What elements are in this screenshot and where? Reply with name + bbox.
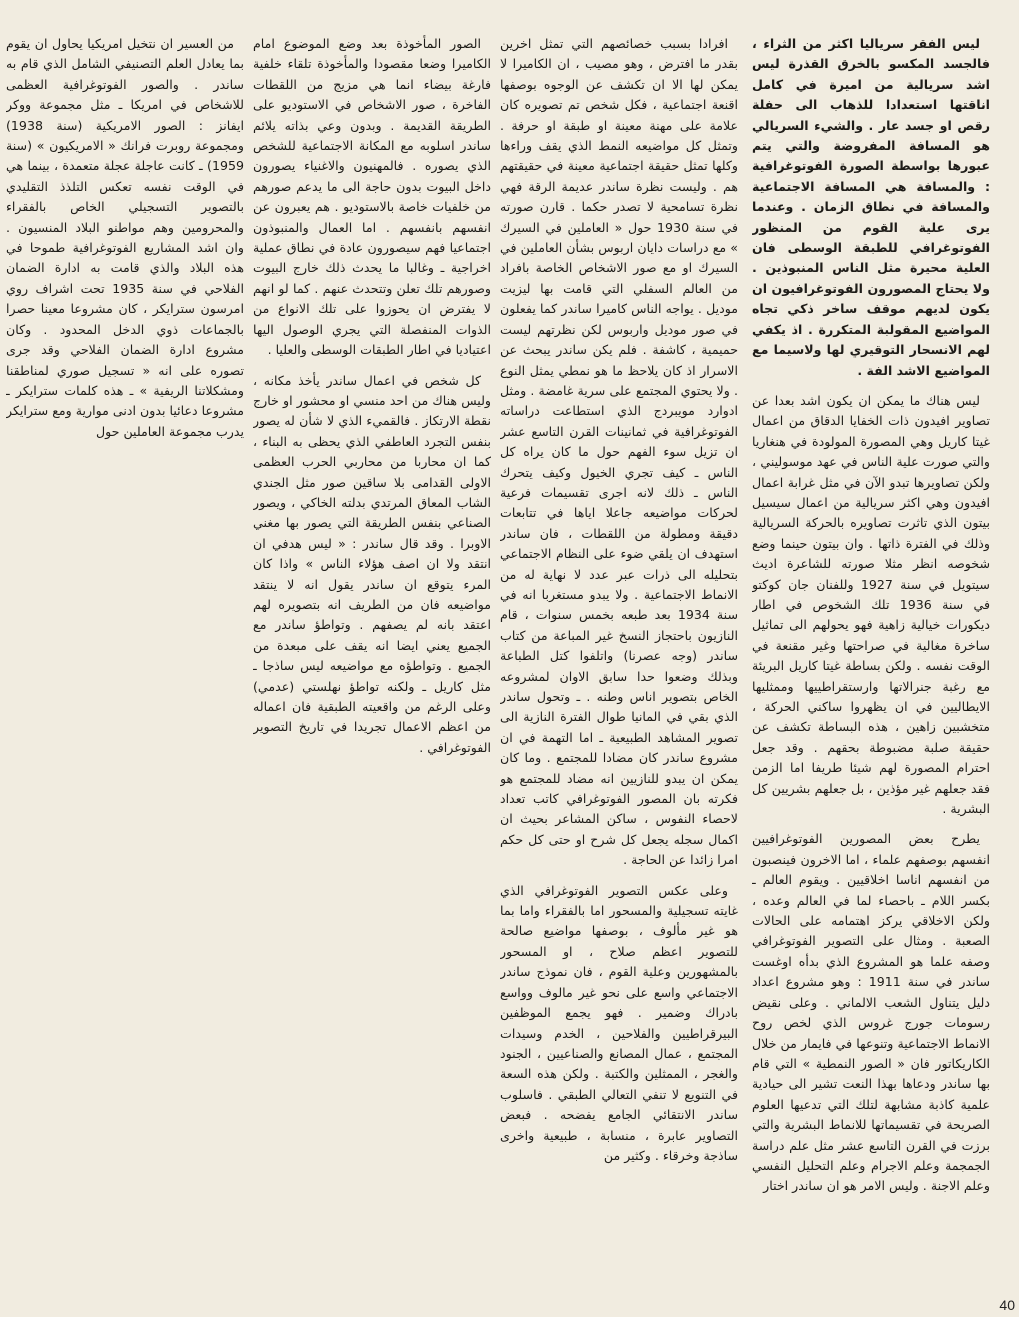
page-number: 40 — [999, 1297, 1015, 1313]
text-column-2 — [500, 34, 738, 1289]
text-column-1 — [752, 34, 990, 1289]
paragraph: وعلى عكس التصوير الفوتوغرافي الذي غايته تسجيلية والمسحور اما بالفقراء واما بما هو غير مألوف ، بوصفها مواضيع صالحة للتصوير اعظم صلاح ، او المسحور بالمشهورين وعلية القوم ، فان نموذج ساندر الاجتماعي واسع على نحو غير مالوف وواسع بادراك وضمير . فهو يجمع الموظفين البيرقراطيين والفلاحين ، الخدم وسيدات المجتمع ، عمال المصانع والصناعيين ، الجنود والغجر ، الممثلين والكتبة . ولكن هذه السعة في التنويع لا تنفي التعالي الطبقي . فاسلوب ساندر الانتقائي الجامع يفضحه . فبعض التصاوير عابرة ، منسابة ، طبيعية واخرى ساذجة وخرقاء . وكثير من — [500, 882, 738, 1163]
text-column-4 — [6, 34, 244, 1289]
paragraph: ليس هناك ما يمكن ان يكون اشد بعدا عن تصاوير افيدون ذات الخفايا الدقاق من اعمال غيتا كاريل وهي المصورة المولودة في هنغاريا والتي صورت علية الناس في عهد موسوليني ، ولكن تصاويرها تبدو الآن في مثل غرابة اعمال افيدون وهي اكثر سريالية من اعمال سيسيل بيتون الذي تاثرت تصاويره بالحركة السريالية وذلك في الفترة ذاتها . وان بيتون حينما وضع شخوصه انظر مثلا صورته للشاعرة اديث سيتويل في سنة 1927 وللفنان جان كوكتو في سنة 1936 تلك الشخوص في اطار ديكورات خيالية زاهية فهو يحولهم الى تماثيل ساخرة مغالية في صراحتها وغير مقنعة في الوقت نفسه . ولكن بساطة غيتا كاريل البريئة مع رغبة جنرالاتها وارستقراطييها وممثليها الايطاليين في ان يظهروا ساكني الحركة ، متخشبين زاهين ، هذه البساطة تكشف عن حقيقة صلبة مضبوطة بحقهم . وقد جعل احترام المصورة لهم شيئا طريفا اما الزمن فقد جعلهم غير مؤذين ، بل جعلهم بشريين كل البشرية . — [752, 392, 990, 817]
paragraph: افرادا بسبب خصائصهم التي تمثل اخرين بقدر ما افترض ، وهو مصيب ، ان الكاميرا لا يمكن لها الا ان تكشف عن الوجوه بوصفها اقنعة اجتماعية ، فكل شخص تم تصويره كان علامة على مهنة معينة او طبقة او حرفة . وتمثل كل مواضيعه النمط الذي يقف وراءها وكلها تمثل حقيقة اجتماعية معينة في حقيقتهم هم . وليست نظرة ساندر عديمة الرقة فهي نظرة تسامحية لا تصدر حكما . قارن صورته في سنة 1930 حول « العاملين في السيرك » مع دراسات دايان اربوس بشأن العاملين في السيرك او مع صور الاشخاص الخاصة بافراد من العالم السفلي التي قامت بها ليزيت موديل . يواجه الناس كاميرا ساندر كما يفعلون في صور موديل واربوس لكن نظرتهم ليست حميمية ، كاشفة . فلم يكن ساندر يبحث عن الاسرار اذ كان يلاحظ ما هو نمطي يمثل النوع . ولا يحتوي المجتمع على سرية غامضة . ومثل ادوارد مويبردج الذي استطاعت دراساته الفوتوغرافية في ثمانينات القرن التاسع عشر ان تزيل سوء الفهم حول ما كان يراه كل الناس ـ كيف تجري الخيول وكيف يتحرك الناس ـ ذلك لانه اجرى تقسيمات فرعية لحركات مواضيعه جاعلا اياها في تتابعات دقيقة ومطولة من اللقطات ، فان ساندر استهدف ان يلقي ضوء على النظام الاجتماعي بتحليله الى ذرات عبر عدد لا نهاية له من الانماط الاجتماعية . ولا يبدو مستغربا انه في سنة 1934 بعد طبعه بخمس سنوات ، قام النازيون باحتجاز النسخ غير المباعة من كتاب ساندر (وجه عصرنا) واتلفوا كتل الطباعة وبذلك وضعوا حدا سابق الاوان لمشروعه الخاص بتصوير اناس وطنه . ـ وتحول ساندر الذي بقي في المانيا طوال الفترة النازية الى تصوير المشاهد الطبيعية ـ اما التهمة في ان مشروع ساندر كان مضادا للمجتمع . وما كان يمكن ان يبدو للنازيين انه مضاد للمجتمع هو فكرته بان المصور الفوتوغرافي كاتب تعداد لاحصاء النفوس ، ساكن المشاعر بحيث ان اكمال سجله يجعل كل شرح او حتى كل حكم امرا زائدا عن الحاجة . — [500, 36, 738, 868]
paragraph: الصور المأخوذة بعد وضع الموضوع امام الكاميرا وضعا مقصودا والمأخوذة تلقاء خلفية فارغة بيضاء انما هي مزيج من اللقطات الفاخرة ، صور الاشخاص في الاستوديو على الطريقة القديمة . وبدون وعي بذاته يلائم ساندر اسلوبه مع المكانة الاجتماعية للشخص الذي يصوره . فالمهنيون والاغنياء يصورون داخل البيوت بدون حاجة الى ما يدعم صورهم من خلفيات خاصة بالاستوديو . هم يعبرون عن انفسهم بانفسهم . اما العمال والمنبوذون اجتماعيا فهم سيصورون عادة في نطاق عملية اخراجية ـ وغالبا ما يحدث ذلك خارج البيوت وصورهم تلك تعلن وتتحدث عنهم . كما لو انهم لا يفترض ان يحوزوا على تلك الانواع من الذوات المنفصلة التي يجري الوصول اليها اعتياديا في اطار الطبقات الوسطى والعليا . — [253, 36, 491, 358]
paragraph: يطرح بعض المصورين الفوتوغرافيين انفسهم بوصفهم علماء ، اما الاخرون فينصبون من انفسهم اناسا اخلاقيين . ويقوم العالم ـ بكسر اللام ـ باحصاء لما في العالم وعده ، ولكن الاخلاقي يركز اهتمامه على الحالات الصعبة . ومثال على التصوير الفوتوغرافي وصفه علما هو المشروع الذي بدأه اوغست ساندر في سنة 1911 : وهو مشروع اعداد دليل يتناول الشعب الالماني . وعلى نقيض رسومات جورج غروس الذي لخص روح الانماط الاجتماعية وتنوعها في فايمار من خلال الكاريكاتور فان « الصور النمطية » التي قام بها ساندر ودعاها بهذا النعت تشير الى حيادية علمية كاذبة مشابهة لتلك التي تدعيها العلوم الصريحة في تقسيماتها للانماط البشرية والتي برزت في القرن التاسع عشر مثل علم دراسة الجمجمة وعلم الاجرام وعلم التحليل النفسي وعلم الاجنة . وليس الامر هو ان ساندر اختار — [752, 831, 990, 1194]
paragraph: من العسير ان نتخيل امريكيا يحاول ان يقوم بما يعادل العلم التصنيفي الشامل الذي قام به ساندر . والصور الفوتوغرافية العظمى للاشخاص في امريكا ـ مثل مجموعة ووكر ايفانز : الصور الامريكية (سنة 1938) ومجموعة روبرت فرانك « الامريكيون » (سنة 1959) ـ كانت عاجلة عجلة متعمدة ، بينما هي في الوقت نفسه تعكس التلذذ التقليدي بالتصوير التسجيلي الخاص بالفقراء والمحرومين وهم مواطنو البلاد المنسيون . وان اشد المشاريع الفوتوغرافية طموحا في هذه البلاد والذي قامت به ادارة الضمان الفلاحي في سنة 1935 تحت اشراف روي امرسون سترايكر ، كان مشروعا معينا حصرا بالجماعات ذوي الدخل المحدود . وكان مشروع ادارة الضمان الفلاحي وقد جرى تصوره على انه « تسجيل صوري لمناطقنا ومشكلاتنا الريفية » ـ هذه كلمات سترايكر ـ مشروعا دعائيا بدون ادنى موارية ومع سترايكر يدرب مجموعة العاملين حول — [6, 36, 244, 439]
paragraph: كل شخص في اعمال ساندر يأخذ مكانه ، وليس هناك من احد منسي او محشور او خارج نقطة الارتكاز . فالقميء الذي لا شأن له يصور بنفس التجرد العاطفي الذي يحظى به البناء ، كما ان محاربا من محاربي الحرب العظمى الاولى القدامى بلا ساقين صور مثل الجندي الشاب المعاق المرتدي بدلته الخاكي ، ويصور الصناعي بنفس الطريقة التي يصور بها مغني الاوبرا . وقد قال ساندر : « ليس هدفي ان انتقد ولا ان اصف هؤلاء الناس » واذا كان المرء يتوقع ان ساندر يقول انه لا ينتقد مواضيعه فان من الطريف انه بتصويره لهم اعتقد بانه لم يصفهم . وتواطؤ ساندر مع الجميع يعني ايضا انه يقف على مبعدة من الجميع . وتواطؤه مع مواضيعه ليس ساذجا ـ مثل كاريل ـ ولكنه تواطؤ نهلستي (عدمي) وعلى الرغم من واقعيته الطبقية فان اعماله من اعظم الاعمال تجريدا في تاريخ التصوير الفوتوغرافي . — [253, 372, 491, 755]
text-column-3 — [253, 34, 491, 1289]
paragraph: ليس الفقر سرياليا اكثر من الثراء ، فالجسد المكسو بالخرق القذرة ليس اشد سريالية من اميرة في كامل اناقتها استعدادا للذهاب الى حفلة رقص او جسد عار . والشيء السريالي هو المسافة المفروضة والتي يتم عبورها بواسطة الصورة الفوتوغرافية : والمسافة هي المسافة الاجتماعية والمسافة في نطاق الزمان . وعندما يرى علية القوم من المنظور الفوتوغرافي للطبقة الوسطى فان العلية محيرة مثل الناس المنبوذين . ولا يحتاج المصورون الفوتوغرافيون ان يكون لديهم موقف ساخر ذكي تجاه المواضيع المقولبة المتكررة . اذ يكفي لهم الانسحار التوقيري لها ولاسيما مع المواضيع الاشد الفة . — [752, 36, 990, 378]
